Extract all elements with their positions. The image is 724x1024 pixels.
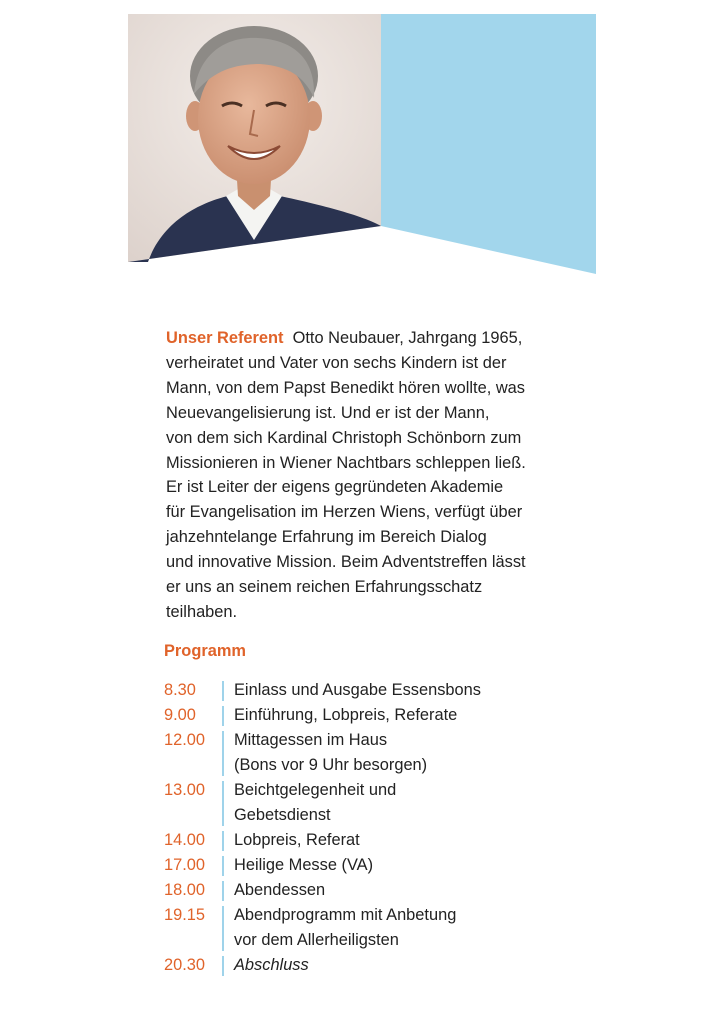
- schedule-line: Abendessen: [234, 881, 326, 899]
- schedule-row: [164, 703, 564, 728]
- bio-line: jahzehntelange Erfahrung im Bereich Dialog: [166, 528, 487, 547]
- bio-line: und innovative Mission. Beim Adventstreffen lässt: [166, 553, 526, 572]
- schedule-time: 13.00: [164, 781, 206, 799]
- program-schedule: [164, 678, 564, 978]
- schedule-description: [234, 828, 564, 853]
- schedule-line: Einlass und Ausgabe Essensbons: [234, 681, 481, 699]
- speaker-portrait: [128, 14, 381, 262]
- schedule-row: [164, 878, 564, 903]
- schedule-time: 20.30: [164, 956, 206, 974]
- schedule-divider: [218, 853, 234, 878]
- bio-line: von dem sich Kardinal Christoph Schönborn zum: [166, 428, 522, 447]
- schedule-description: [234, 953, 564, 978]
- schedule-divider: [218, 703, 234, 728]
- blue-panel: [381, 14, 596, 274]
- schedule-line: Einführung, Lobpreis, Referate: [234, 706, 458, 724]
- bio-line: verheiratet und Vater von sechs Kindern ist der: [166, 353, 507, 372]
- header-banner: [0, 0, 724, 290]
- schedule-line: Abschluss: [234, 956, 309, 974]
- bio-line: Mann, von dem Papst Benedikt hören wollte, was: [166, 378, 525, 397]
- bio-line: Missionieren in Wiener Nachtbars schleppen ließ.: [166, 453, 526, 472]
- schedule-description: [234, 703, 564, 728]
- bio-line: teilhaben.: [166, 602, 238, 621]
- schedule-time: 9.00: [164, 706, 196, 724]
- schedule-divider: [218, 778, 234, 828]
- schedule-row: [164, 728, 564, 778]
- schedule-line: vor dem Allerheiligsten: [234, 931, 399, 949]
- schedule-divider: [218, 878, 234, 903]
- bio-line: er uns an seinem reichen Erfahrungsschatz: [166, 578, 483, 597]
- schedule-line: (Bons vor 9 Uhr besorgen): [234, 756, 428, 774]
- schedule-divider: [218, 828, 234, 853]
- schedule-divider: [218, 903, 234, 953]
- schedule-row: [164, 903, 564, 953]
- schedule-time: 12.00: [164, 731, 206, 749]
- program-title: Programm: [164, 642, 246, 660]
- schedule-time: 19.15: [164, 906, 206, 924]
- schedule-line: Lobpreis, Referat: [234, 831, 360, 849]
- schedule-time: 14.00: [164, 831, 206, 849]
- schedule-row: [164, 953, 564, 978]
- schedule-description: [234, 878, 564, 903]
- speaker-photo: [128, 14, 381, 262]
- schedule-line: Heilige Messe (VA): [234, 856, 374, 874]
- schedule-description: [234, 778, 564, 828]
- bio-line: Neuevangelisierung ist. Und er ist der Mann,: [166, 403, 490, 422]
- schedule-divider: [218, 728, 234, 778]
- schedule-line: Abendprogramm mit Anbetung: [234, 906, 457, 924]
- schedule-description: [234, 853, 564, 878]
- schedule-row: [164, 853, 564, 878]
- bio-line: Er ist Leiter der eigens gegründeten Akademie: [166, 478, 504, 497]
- schedule-divider: [218, 953, 234, 978]
- schedule-description: [234, 678, 564, 703]
- bio-line: Otto Neubauer, Jahrgang 1965,: [292, 329, 523, 347]
- schedule-row: [164, 828, 564, 853]
- schedule-time: 18.00: [164, 881, 206, 899]
- speaker-bio: [166, 326, 586, 625]
- schedule-divider: [218, 678, 234, 703]
- schedule-description: [234, 728, 564, 778]
- schedule-row: [164, 678, 564, 703]
- schedule-row: [164, 778, 564, 828]
- schedule-time: 17.00: [164, 856, 206, 874]
- schedule-line: Mittagessen im Haus: [234, 731, 388, 749]
- schedule-line: Beichtgelegenheit und: [234, 781, 397, 799]
- bio-line: für Evangelisation im Herzen Wiens, verfügt über: [166, 503, 523, 522]
- schedule-time: 8.30: [164, 681, 196, 699]
- schedule-line: Gebetsdienst: [234, 806, 331, 824]
- bio-label: Unser Referent: [166, 329, 284, 347]
- schedule-description: [234, 903, 564, 953]
